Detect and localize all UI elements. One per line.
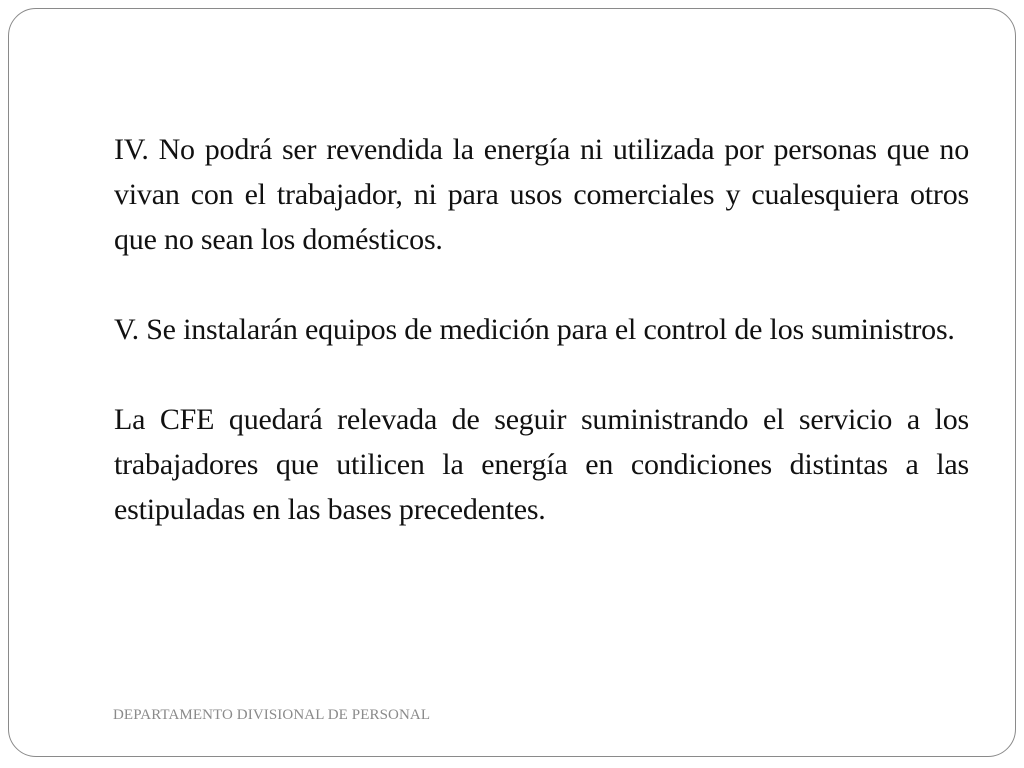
slide-body: [114, 127, 969, 577]
paragraph-clause-v: V. Se instalarán equipos de medición para el control de los suministros.: [114, 313, 955, 346]
footer-department: DEPARTAMENTO DIVISIONAL DE PERSONAL: [113, 707, 431, 723]
slide: [8, 8, 1016, 757]
paragraph-cfe-release: La CFE quedará relevada de seguir suministrando el servicio a los trabajadores que utilicen la energía en condiciones distintas a las estipuladas en las bases precedentes.: [114, 403, 969, 526]
paragraph-clause-iv: IV. No podrá ser revendida la energía ni utilizada por personas que no vivan con el trabajador, ni para usos comerciales y cualesquiera otros que no sean los domésticos.: [114, 133, 969, 256]
